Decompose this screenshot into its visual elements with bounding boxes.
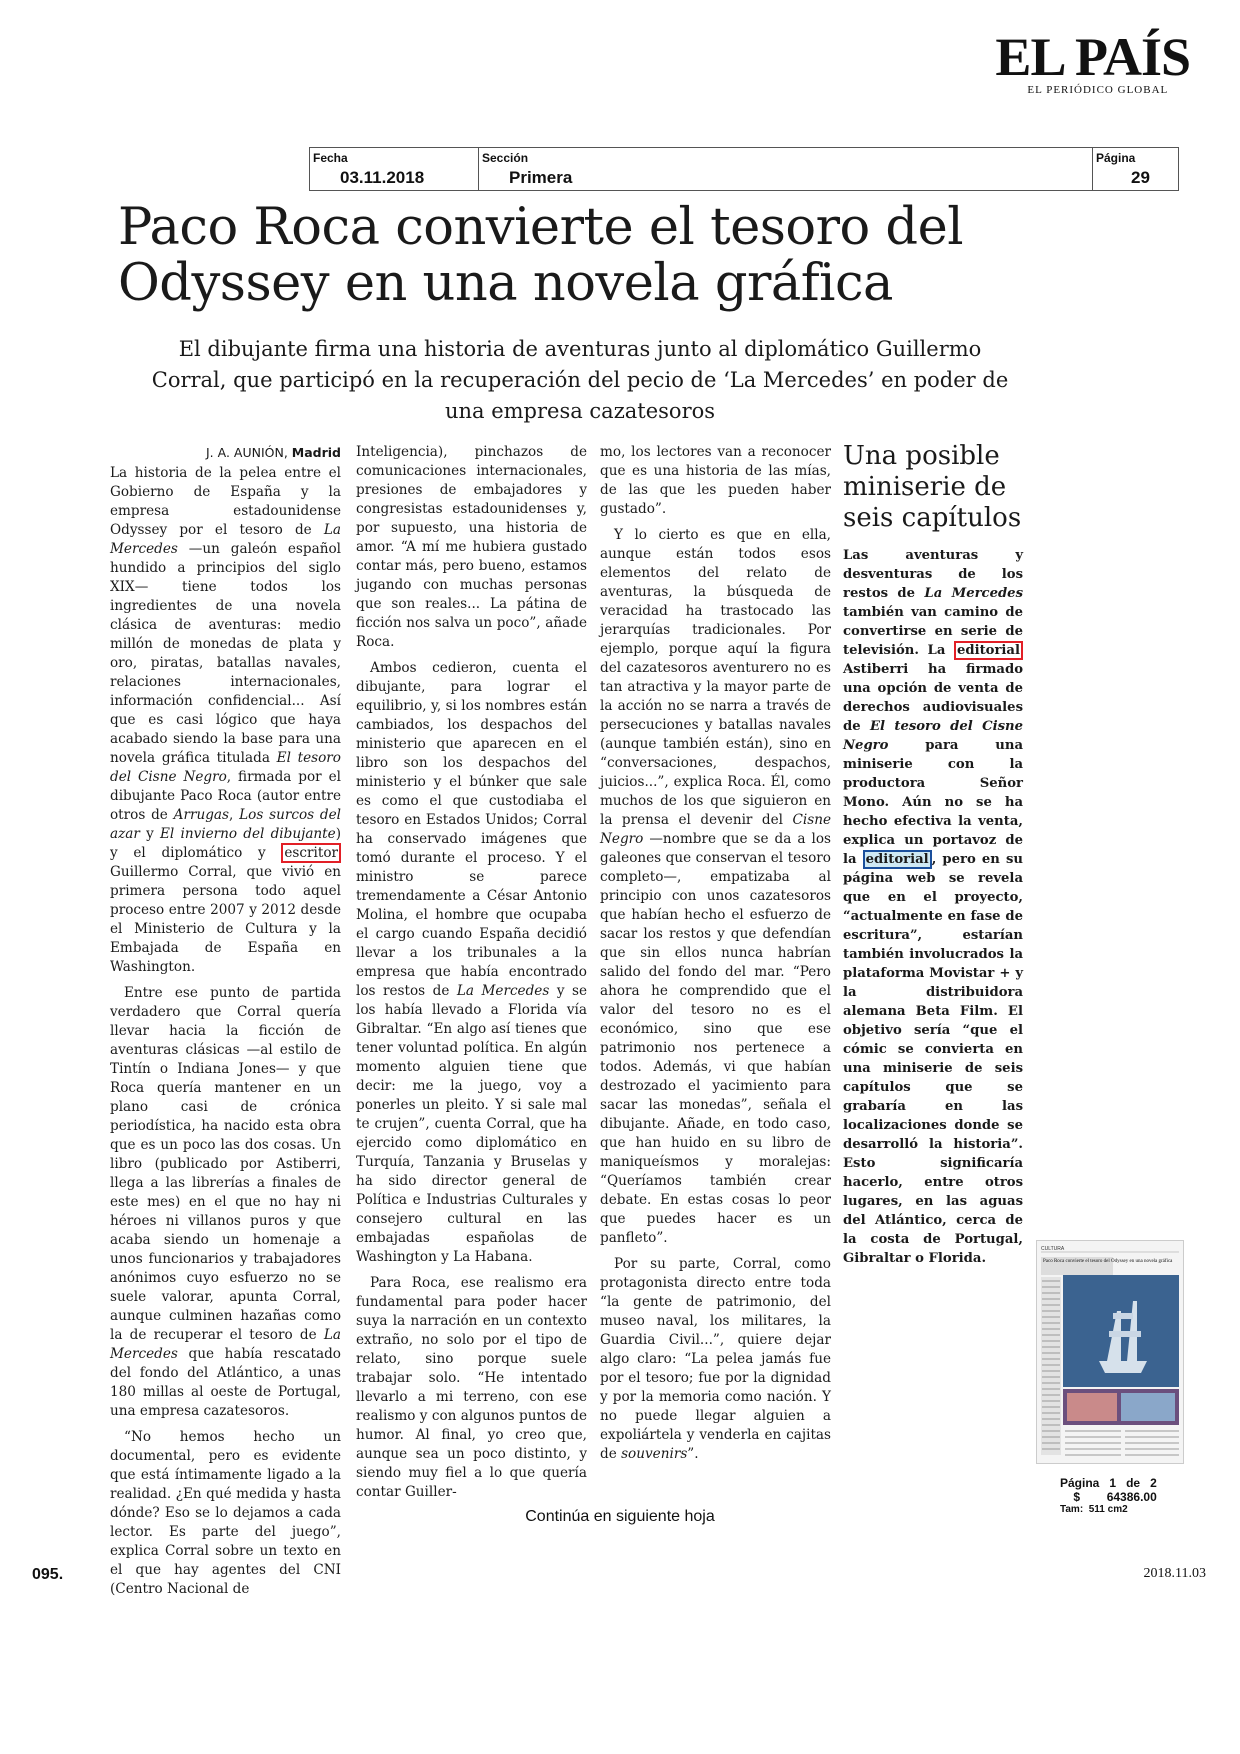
paragraph: Por su parte, Corral, como protagonista directo entre toda “la gente de patrimonio, del museo naval, los militares, la Guardia Civil...”, quiere dejar algo claro: “La pelea jamás fue por el tesoro; fue por la dignidad y por la memoria como nación. Y no puede llegar alguien a expoliártela y venderla en cajitas de souvenirs”. — [600, 1256, 831, 1462]
highlighted-word: editorial — [954, 641, 1023, 660]
fecha-label: Fecha — [313, 151, 348, 165]
article-column-1 — [110, 443, 341, 1599]
size-label: Tam: — [1060, 1504, 1084, 1515]
price-amount: 64386.00 — [1106, 1490, 1157, 1504]
continues-note: Continúa en siguiente hoja — [525, 1508, 715, 1525]
article-column-2 — [356, 443, 587, 1502]
page-thumbnail[interactable] — [1036, 1240, 1184, 1464]
info-bar — [309, 147, 1179, 191]
seccion-cell — [479, 148, 1093, 190]
paragraph: La historia de la pelea entre el Gobierno de España y la empresa estadounidense Odyssey por el tesoro de La Mercedes —un galeón español hundido a principios del siglo XIX— tiene todos los ingredientes de una novela clásica de aventuras: medio millón de monedas de plata y oro, piratas, batallas navales, relaciones internacionales, información confidencial... Así que es casi lógico que haya acabado siendo la base para una novela gráfica titulada El tesoro del Cisne Negro, firmada por el dibujante Paco Roca (autor entre otros de Arrugas, Los surcos del azar y El invierno del dibujante) y el diplomático y escritor Guillermo Corral, que vivió en primera persona todo aquel proceso entre 2007 y 2012 desde el Ministerio de Cultura y la Embajada de España en Washington. — [110, 465, 341, 975]
paragraph: Para Roca, ese realismo era fundamental para poder hacer suya la narración en un contexto extraño, no solo por el tipo de relato, sino porque suele trabajar solo. “He intentado llevarlo a mi terreno, con ese realismo y con algunos puntos de humor. Al final, yo creo que, aunque sea un poco distinto, y siendo muy fiel a lo que quería contar Guiller- — [356, 1275, 587, 1500]
masthead-logo: EL PAÍS — [995, 27, 1190, 87]
price — [1060, 1490, 1157, 1504]
byline — [110, 443, 341, 462]
fecha-cell — [310, 148, 479, 190]
pagina-value: 29 — [1131, 168, 1150, 187]
seccion-value: Primera — [509, 168, 573, 187]
thumbnail-title: Paco Roca convierte el tesoro del Odyssey en una novela gráfica — [1043, 1259, 1173, 1264]
page-count — [1060, 1476, 1157, 1490]
highlighted-word: editorial — [863, 850, 932, 869]
seccion-label: Sección — [482, 151, 529, 165]
paragraph: “No hemos hecho un documental, pero es evidente que está íntimamente ligado a la realidad. ¿En qué medida y hasta dónde? Eso se lo dejamos a cada lector. Es parte del juego”, explica Corral sobre un texto en el que hay agentes del CNI (Centro Nacional de — [110, 1429, 341, 1597]
pagina-label: Página — [1096, 151, 1136, 165]
paragraph: Entre ese punto de partida verdadero que Corral quería llevar hacia la ficción de aventuras clásicas —al estilo de Tintín o Indiana Jones— y que Roca quería mantener en un plano casi de crónica periodística, ha nacido esta obra que es un poco las dos cosas. Un libro (publicado por Astiberri, llega a las librerías a finales de este mes) en el que no hay ni héroes ni villanos puros y que acaba siendo un homenaje a unos funcionarios y trabajadores anónimos cuyo esfuerzo no se suele valorar, apunta Corral, aunque culminen hazañas como la de recuperar el tesoro de La Mercedes que había rescatado del fondo del Atlántico, a unas 180 millas al oeste de Portugal, una empresa cazatesoros. — [110, 985, 341, 1419]
page-of-label: de — [1126, 1476, 1141, 1490]
subheadline: El dibujante firma una historia de aventuras junto al diplomático Guillermo Corral, que participó en la recuperación del pecio de ‘La Mercedes’ en poder de una empresa cazatesoros — [151, 337, 1009, 423]
clipping-date: 2018.11.03 — [1143, 1566, 1206, 1581]
highlighted-word: escritor — [281, 843, 341, 863]
page-count-label: Página — [1060, 1476, 1100, 1490]
masthead-tagline: EL PERIÓDICO GLOBAL — [1027, 84, 1169, 96]
masthead — [995, 27, 1190, 96]
paragraph: mo, los lectores van a reconocer que es una historia de las mías, de las que les pueden haber gustado”. — [600, 444, 831, 517]
page-thumbnail-image — [1037, 1241, 1183, 1463]
paragraph: Y lo cierto es que en ella, aunque están todos esos elementos del relato de aventuras, la búsqueda de veracidad ha trastocado las jerarquías tradicionales. Por ejemplo, porque aquí la figura del cazatesoros aventurero no es tan atractiva y la mayor parte de la acción no se narra a través de persecuciones y batallas navales (aunque también están), sino en “conversaciones, despachos, juicios...”, explica Roca. Él, como muchos de los que siguieron en la prensa el devenir del Cisne Negro —nombre que se da a los galeones que conservan el tesoro completo—, empatizaba al principio con unos cazatesoros que habían hecho el esfuerzo de sacar los restos y que defendían que sin ellos nunca habrían salido del fondo del mar. “Pero ahora he comprendido que el valor del tesoro no es el económico, sino que ese patrimonio nos pertenece a todos. Además, vi que habían destrozado el yacimiento para sacar las monedas”, señala el dibujante. Añade, en todo caso, que han huido en su libro de maniqueísmos y moralejas: “Queríamos también crear debate. En estas cosas lo peor que puedes hacer es un panfleto”. — [600, 527, 831, 1246]
fecha-value: 03.11.2018 — [340, 168, 425, 187]
paragraph: Inteligencia), pinchazos de comunicaciones internacionales, presiones de embajadores y congresistas estadounidenses y, por supuesto, una historia de amor. “A mí me hubiera gustado contar más, pero bueno, estamos jugando con muchas personas que son reales... La pátina de ficción nos salva un poco”, añade Roca. — [356, 444, 587, 650]
page-total: 2 — [1150, 1476, 1157, 1490]
article-column-3 — [600, 443, 831, 1464]
headline: Paco Roca convierte el tesoro del Odyssey en una novela gráfica — [118, 198, 964, 313]
thumbnail-section: CULTURA — [1041, 1246, 1065, 1252]
sidebar-title: Una posible miniserie de seis capítulos — [843, 441, 1022, 533]
clipping-code: 095. — [32, 1566, 64, 1583]
thumbnail-title-line — [1043, 1259, 1173, 1264]
byline-city: Madrid — [291, 445, 341, 460]
byline-author: J. A. AUNIÓN, — [205, 445, 288, 460]
size-value: 511 cm2 — [1088, 1504, 1128, 1515]
pagina-cell — [1093, 148, 1178, 190]
page-current: 1 — [1109, 1476, 1117, 1490]
paragraph: Ambos cedieron, cuenta el dibujante, para lograr el equilibrio, y, si los nombres están cambiados, los despachos del ministerio que aparecen en el libro son los despachos del ministerio y el búnker que sale es como el que custodiaba el tesoro en Estados Unidos; Corral ha conservado imágenes que tomó durante el proceso. Y el ministro se parece tremendamente a César Antonio Molina, el hombre que ocupaba el cargo cuando España decidió llevar a los tribunales a la empresa que había encontrado los restos de La Mercedes y se los había llevado a Florida vía Gibraltar. “En algo así tienes que tener voluntad política. En algún momento alguien tiene que decir: me la juego, voy a ponerles un pleito. Y si sale mal te crujen”, cuenta Corral, que ha ejercido como diplomático en Turquía, Tanzania y Bruselas y ha sido director general de Política e Industrias Culturales y consejero cultural en las embajadas españolas de Washington y La Habana. — [356, 660, 587, 1265]
price-currency: $ — [1073, 1490, 1081, 1504]
sidebar-body: Las aventuras y desventuras de los restos de La Mercedes también van camino de convertirse en serie de televisión. La editorial Astiberri ha firmado una opción de venta de derechos audiovisuales de El tesoro del Cisne Negro para una miniserie con la productora Señor Mono. Aún no se ha hecho efectiva la venta, explica un portavoz de la editorial , pero en su página web se revela que en el proyecto, “actualmente en fase de escritura”, estarían también involucrados la plataforma Movistar + y la distribuidora alemana Beta Film. El objetivo sería “que el cómic se convierta en una miniserie de seis capítulos que se grabaría en las localizaciones donde se desarrolló la historia”. Esto significaría hacerlo, entre otros lugares, en las aguas del Atlántico, cerca de la costa de Portugal, Gibraltar o Florida. — [843, 548, 1024, 1266]
